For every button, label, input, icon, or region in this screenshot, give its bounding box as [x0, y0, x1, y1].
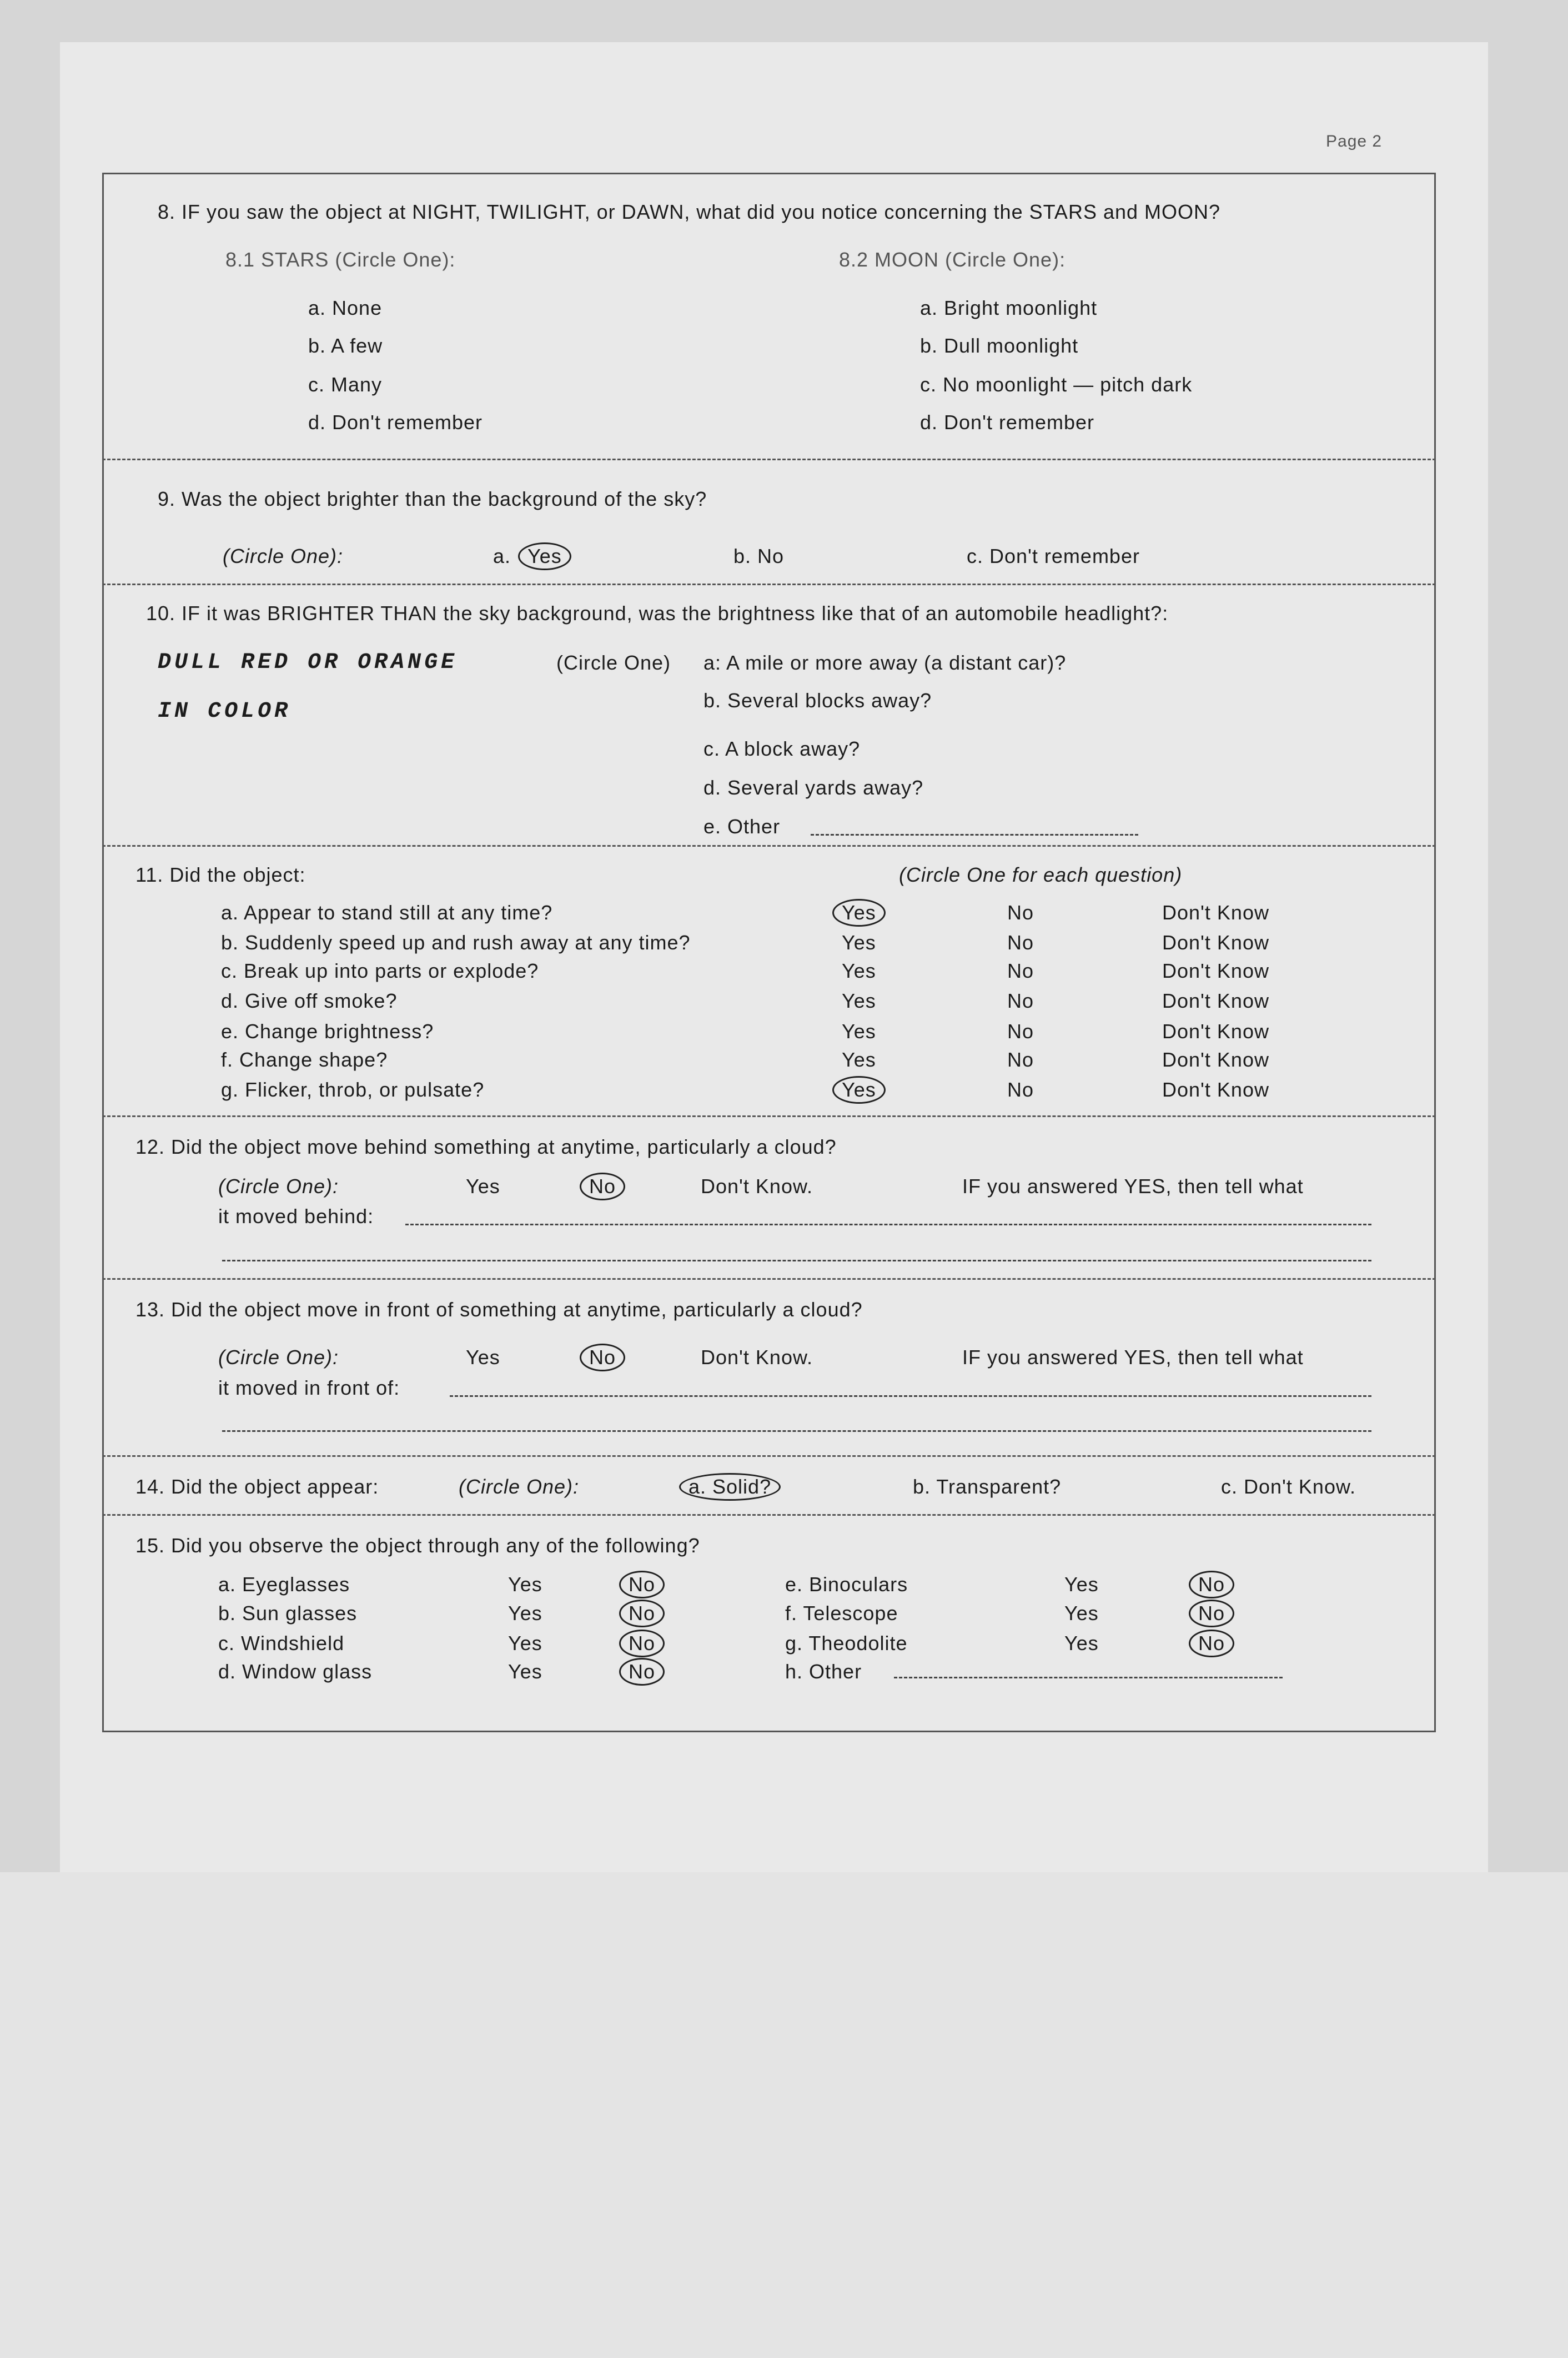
circle-one-label: (Circle One): [218, 1175, 339, 1198]
option-dont-know[interactable]: Don't Know [1162, 959, 1269, 982]
row-label: a. Eyeglasses [218, 1573, 350, 1596]
option-dont-know[interactable]: Don't Know. [701, 1175, 813, 1198]
option-no-circled[interactable]: No [580, 1344, 625, 1371]
row-label: d. Window glass [218, 1660, 373, 1683]
option-a-prefix: a. [493, 545, 511, 567]
row-label: c. Break up into parts or explode? [221, 959, 539, 982]
stars-option[interactable]: b. A few [308, 334, 383, 357]
option-dont-know[interactable]: Don't Know [1162, 1048, 1269, 1071]
follow-up-label: it moved behind: [218, 1205, 374, 1228]
divider [102, 1455, 1436, 1457]
page-number: Page 2 [1326, 132, 1383, 150]
moon-option[interactable]: d. Don't remember [920, 411, 1094, 434]
question-text: 12. Did the object move behind something at anytime, particularly a cloud? [135, 1135, 837, 1158]
option-solid-circled[interactable]: a. Solid? [679, 1473, 781, 1501]
question-text: 13. Did the object move in front of something at anytime, particularly a cloud? [135, 1298, 863, 1321]
option-no[interactable]: No [1007, 959, 1034, 982]
option-yes-circled[interactable]: Yes [832, 899, 886, 927]
if-yes-text: IF you answered YES, then tell what [962, 1346, 1304, 1369]
option-no[interactable]: No [1007, 989, 1034, 1012]
moon-label: 8.2 MOON (Circle One): [839, 248, 1066, 271]
row-label: b. Suddenly speed up and rush away at any time? [221, 931, 691, 954]
stars-label: 8.1 STARS (Circle One): [225, 248, 456, 271]
option-dont-remember[interactable]: c. Don't remember [967, 545, 1140, 567]
distance-option[interactable]: b. Several blocks away? [703, 689, 932, 712]
row-label: d. Give off smoke? [221, 989, 398, 1012]
row-label: h. Other [785, 1660, 862, 1683]
question-text: 10. IF it was BRIGHTER THAN the sky background, was the brightness like that of an automobile headlight?: [146, 602, 1169, 625]
option-no[interactable]: No [1007, 931, 1034, 954]
option-no[interactable]: No [1007, 1048, 1034, 1071]
question-text: 11. Did the object: [135, 863, 306, 886]
option-yes[interactable]: Yes [466, 1346, 500, 1369]
answer-line[interactable] [222, 1260, 1371, 1261]
stars-option[interactable]: a. None [308, 296, 383, 319]
distance-option[interactable]: e. Other [703, 815, 781, 838]
divider [102, 584, 1436, 585]
option-yes[interactable]: Yes [508, 1660, 542, 1683]
divider [102, 459, 1436, 460]
handwritten-answer: IN COLOR [158, 699, 292, 724]
divider [102, 845, 1436, 847]
divider [102, 1115, 1436, 1117]
option-yes[interactable]: Yes [842, 959, 876, 982]
circle-one-label: (Circle One): [218, 1346, 339, 1369]
row-label: e. Binoculars [785, 1573, 908, 1596]
circle-one-label: (Circle One) [556, 651, 671, 674]
moon-option[interactable]: b. Dull moonlight [920, 334, 1079, 357]
question-text: 15. Did you observe the object through any of the following? [135, 1534, 700, 1557]
option-yes[interactable]: Yes [508, 1573, 542, 1596]
option-no[interactable]: No [1007, 901, 1034, 924]
circle-one-label: (Circle One): [223, 545, 344, 567]
option-yes[interactable]: Yes [508, 1632, 542, 1655]
divider [102, 1514, 1436, 1516]
option-no-circled[interactable]: No [619, 1600, 665, 1627]
option-yes[interactable]: Yes [842, 1048, 876, 1071]
question-text: 9. Was the object brighter than the background of the sky? [158, 487, 707, 510]
option-dont-know[interactable]: Don't Know [1162, 989, 1269, 1012]
follow-up-label: it moved in front of: [218, 1376, 400, 1399]
row-label: f. Change shape? [221, 1048, 388, 1071]
distance-option[interactable]: c. A block away? [703, 737, 861, 760]
option-transparent[interactable]: b. Transparent? [913, 1475, 1062, 1498]
option-no-circled[interactable]: No [1189, 1630, 1234, 1657]
question-text: 14. Did the object appear: [135, 1475, 379, 1498]
option-yes-circled[interactable]: Yes [832, 1076, 886, 1104]
row-label: b. Sun glasses [218, 1602, 358, 1625]
option-no-circled[interactable]: No [619, 1630, 665, 1657]
option-yes[interactable]: Yes [842, 931, 876, 954]
option-no-circled[interactable]: No [1189, 1600, 1234, 1627]
moon-option[interactable]: c. No moonlight — pitch dark [920, 373, 1193, 396]
question-text: 8. IF you saw the object at NIGHT, TWILIGHT, or DAWN, what did you notice concerning the STARS and MOON? [158, 200, 1221, 223]
option-no-circled[interactable]: No [580, 1173, 625, 1200]
row-label: a. Appear to stand still at any time? [221, 901, 553, 924]
option-yes[interactable]: Yes [466, 1175, 500, 1198]
option-dont-know[interactable]: c. Don't Know. [1221, 1475, 1356, 1498]
distance-option[interactable]: d. Several yards away? [703, 776, 924, 799]
option-no-circled[interactable]: No [619, 1658, 665, 1686]
background-area [0, 1872, 1568, 2358]
answer-line[interactable] [450, 1395, 1371, 1397]
option-yes[interactable]: Yes [1064, 1573, 1099, 1596]
row-label: c. Windshield [218, 1632, 345, 1655]
answer-line[interactable] [222, 1430, 1371, 1432]
option-no[interactable]: No [1007, 1020, 1034, 1043]
stars-option[interactable]: d. Don't remember [308, 411, 483, 434]
distance-option[interactable]: a: A mile or more away (a distant car)? [703, 651, 1067, 674]
option-dont-know[interactable]: Don't Know. [701, 1346, 813, 1369]
row-label: e. Change brightness? [221, 1020, 434, 1043]
handwritten-answer: DULL RED OR ORANGE [158, 650, 458, 675]
other-blank-line[interactable] [894, 1677, 1283, 1678]
answer-line[interactable] [405, 1224, 1371, 1225]
instruction: (Circle One for each question) [899, 863, 1183, 886]
row-label: f. Telescope [785, 1602, 898, 1625]
option-yes[interactable]: Yes [1064, 1602, 1099, 1625]
option-yes[interactable]: Yes [1064, 1632, 1099, 1655]
option-yes[interactable]: Yes [508, 1602, 542, 1625]
circle-one-label: (Circle One): [459, 1475, 580, 1498]
row-label: g. Flicker, throb, or pulsate? [221, 1078, 485, 1101]
option-dont-know[interactable]: Don't Know [1162, 901, 1269, 924]
option-yes-circled[interactable]: Yes [518, 542, 571, 570]
row-label: g. Theodolite [785, 1632, 908, 1655]
divider [102, 1278, 1436, 1280]
stars-option[interactable]: c. Many [308, 373, 383, 396]
other-blank-line[interactable] [811, 834, 1138, 836]
if-yes-text: IF you answered YES, then tell what [962, 1175, 1304, 1198]
option-dont-know[interactable]: Don't Know [1162, 1020, 1269, 1043]
option-no-circled[interactable]: No [1189, 1571, 1234, 1598]
option-yes[interactable]: Yes [842, 989, 876, 1012]
option-no[interactable]: No [1007, 1078, 1034, 1101]
option-no-circled[interactable]: No [619, 1571, 665, 1598]
moon-option[interactable]: a. Bright moonlight [920, 296, 1098, 319]
option-yes[interactable]: Yes [842, 1020, 876, 1043]
option-dont-know[interactable]: Don't Know [1162, 1078, 1269, 1101]
option-dont-know[interactable]: Don't Know [1162, 931, 1269, 954]
option-no[interactable]: b. No [733, 545, 785, 567]
